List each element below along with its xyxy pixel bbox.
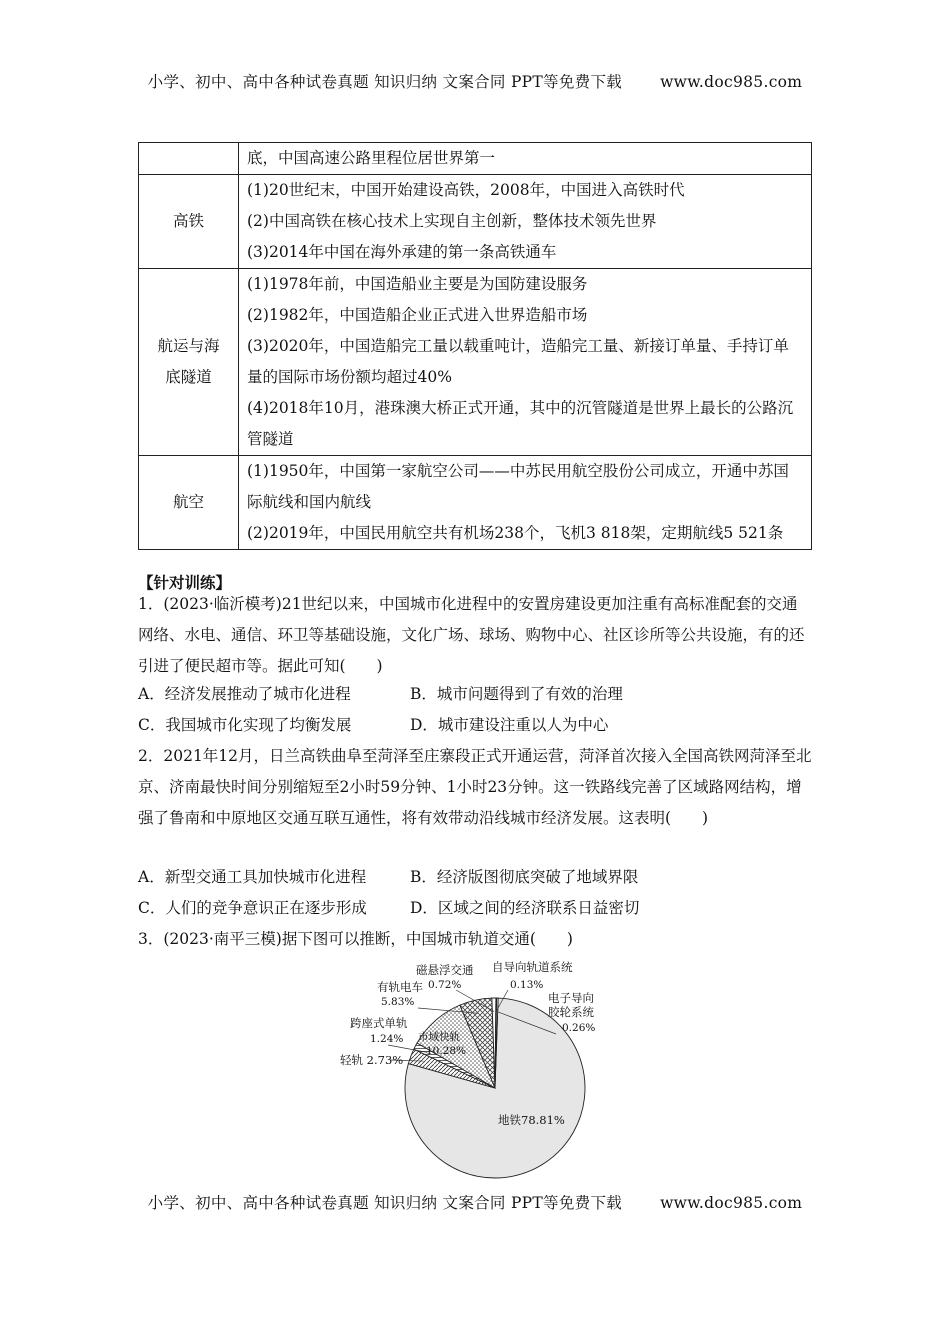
row-label-line: 底隧道 <box>165 368 212 386</box>
table-line: (3)2014年中国在海外承建的第一条高铁通车 <box>247 243 557 261</box>
label-maglev: 磁悬浮交通 <box>416 963 474 977</box>
table-line: (2)1982年，中国造船企业正式进入世界造船市场 <box>247 306 588 324</box>
page-header <box>0 70 950 92</box>
header-site: www.doc985.com <box>660 73 803 91</box>
label-maglev-value: 0.72% <box>428 979 462 991</box>
table-row <box>139 456 812 550</box>
label-monorail: 跨座式单轨 <box>350 1016 408 1030</box>
question-1-stem: 1．(2023·临沂模考)21世纪以来，中国城市化进程中的安置房建设更加注重有高标准配套的交通网络、水电、通信、环卫等基础设施，文化广场、球场、购物中心、社区诊所等公共设施，有的还引进了便民超市等。据此可知( ) <box>138 595 805 675</box>
option-c: C．人们的竞争意识正在逐步形成 <box>138 899 367 917</box>
transport-table <box>138 142 812 550</box>
table-line: (4)2018年10月，港珠澳大桥正式开通，其中的沉管隧道是世界上最长的公路沉管隧道 <box>247 399 794 448</box>
table-row <box>139 269 812 456</box>
label-guided-rubber-line1: 电子导向 <box>548 991 594 1005</box>
question-2-options-row <box>138 893 640 924</box>
option-b: B．城市问题得到了有效的治理 <box>410 685 623 703</box>
header-text: 小学、初中、高中各种试卷真题 知识归纳 文案合同 PPT等免费下载 <box>147 73 623 91</box>
question-2-options-row <box>138 862 639 893</box>
row-label: 航空 <box>139 456 239 550</box>
pie-slices <box>405 998 585 1178</box>
table-line: (1)20世纪末，中国开始建设高铁，2008年，中国进入高铁时代 <box>247 181 685 199</box>
label-light-rail: 轻轨 2.73% <box>340 1053 404 1067</box>
table-row <box>139 143 812 175</box>
option-c: C．我国城市化实现了均衡发展 <box>138 716 352 734</box>
label-guided-rubber-line2: 胶轮系统 <box>548 1005 594 1019</box>
table-line: 底，中国高速公路里程位居世界第一 <box>247 149 496 167</box>
row-content <box>239 269 812 456</box>
option-a: A．经济发展推动了城市化进程 <box>138 685 351 703</box>
row-label: 高铁 <box>139 175 239 269</box>
footer-text: 小学、初中、高中各种试卷真题 知识归纳 文案合同 PPT等免费下载 <box>147 1194 623 1212</box>
table-row <box>139 175 812 269</box>
table-line: (1)1950年，中国第一家航空公司——中苏民用航空股份公司成立，开通中苏国际航线和国内航线 <box>247 462 789 511</box>
table-line: (1)1978年前，中国造船业主要是为国防建设服务 <box>247 275 588 293</box>
question-1-options-row <box>138 710 609 741</box>
label-suburban-value: 10.28% <box>426 1045 467 1057</box>
label-subway: 地铁78.81% <box>498 1113 565 1127</box>
option-b: B．经济版图彻底突破了地域界限 <box>410 868 639 886</box>
row-label <box>139 143 239 175</box>
question-2-stem: 2．2021年12月，日兰高铁曲阜至菏泽至庄寨段正式开通运营，菏泽首次接入全国高铁网菏泽至北京、济南最快时间分别缩短至2小时59分钟、1小时23分钟。这一铁路线完善了区域路网结构，增强了鲁南和中原地区交通互联互通性，将有效带动沿线城市经济发展。这表明( ) <box>138 747 812 827</box>
row-content <box>239 143 812 175</box>
section-title: 【针对训练】 <box>138 573 232 592</box>
option-a: A．新型交通工具加快城市化进程 <box>138 868 367 886</box>
table-line: (2)2019年，中国民用航空共有机场238个，飞机3 818架，定期航线5 521条 <box>247 524 784 542</box>
page-footer <box>0 1191 950 1213</box>
label-guided-rubber-value: 0.26% <box>562 1022 596 1034</box>
rail-transit-pie-chart <box>330 960 650 1185</box>
table-line: (2)中国高铁在核心技术上实现自主创新，整体技术领先世界 <box>247 212 657 230</box>
question-1-options-row <box>138 679 623 710</box>
label-tram-value: 5.83% <box>381 996 415 1008</box>
row-label-line: 航运与海 <box>157 337 220 355</box>
label-monorail-value: 1.24% <box>370 1033 404 1045</box>
row-label <box>139 269 239 456</box>
question-3-stem: 3．(2023·南平三模)据下图可以推断，中国城市轨道交通( ) <box>138 930 573 948</box>
option-d: D．区域之间的经济联系日益密切 <box>410 899 640 917</box>
label-tram: 有轨电车 <box>377 980 423 994</box>
footer-site: www.doc985.com <box>660 1194 803 1212</box>
row-content <box>239 175 812 269</box>
table-line: (3)2020年，中国造船完工量以载重吨计，造船完工量、新接订单量、手持订单量的国际市场份额均超过40% <box>247 337 789 386</box>
label-self-guided: 自导向轨道系统 <box>492 960 573 974</box>
label-suburban: 市域快轨 <box>418 1031 460 1043</box>
row-content <box>239 456 812 550</box>
label-self-guided-value: 0.13% <box>510 979 544 991</box>
option-d: D．城市建设注重以人为中心 <box>410 716 609 734</box>
